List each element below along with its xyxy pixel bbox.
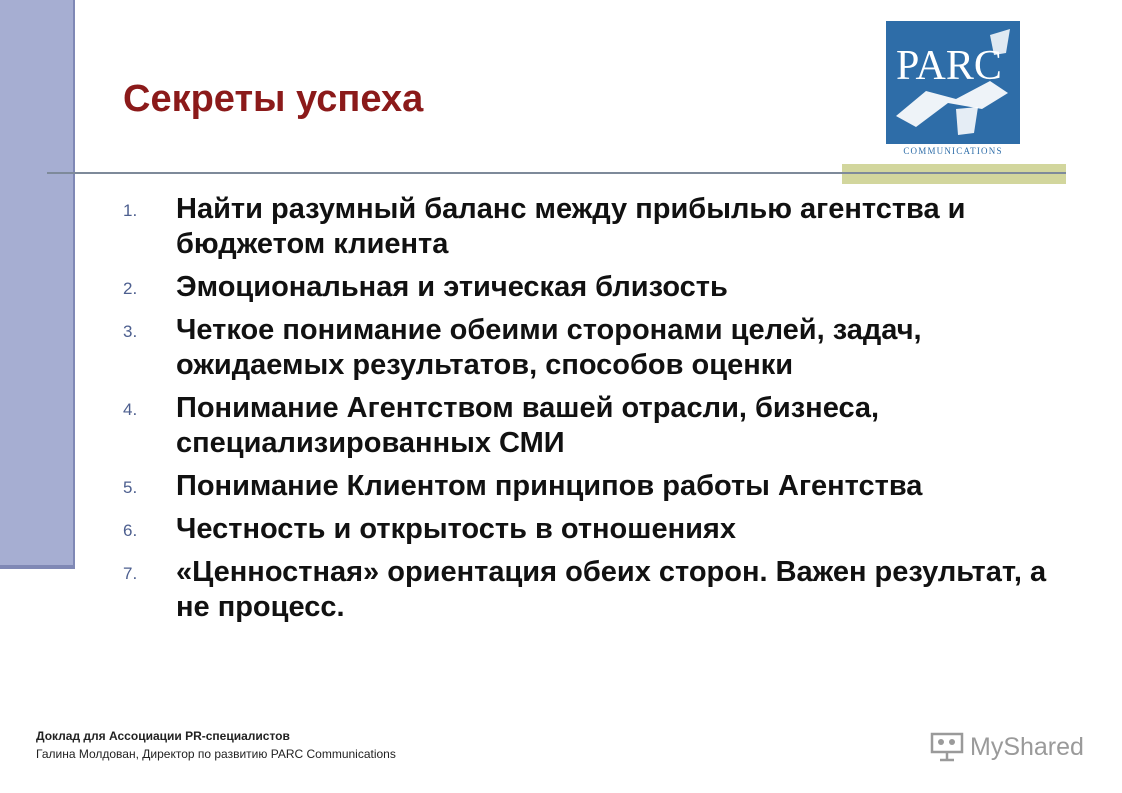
logo-wordmark: PARC xyxy=(896,43,1002,89)
myshared-watermark[interactable] xyxy=(930,732,1084,762)
item-text: Понимание Агентством вашей отрасли, бизнеса, специализированных СМИ xyxy=(176,392,880,459)
slide-title: Секреты успеха xyxy=(123,78,424,120)
item-number: 5. xyxy=(123,478,138,497)
parc-logo xyxy=(886,21,1020,144)
list-item xyxy=(123,555,1053,625)
list-item xyxy=(123,391,1053,461)
item-number: 2. xyxy=(123,279,138,298)
list-item xyxy=(123,192,1053,262)
item-number: 3. xyxy=(123,322,138,341)
footer-line-1: Доклад для Ассоциации PR-специалистов xyxy=(36,729,290,743)
watermark-text: MyShared xyxy=(970,732,1084,761)
item-number: 1. xyxy=(123,201,138,220)
success-list xyxy=(123,192,1053,633)
item-text: Понимание Клиентом принципов работы Агентства xyxy=(176,470,923,502)
list-item xyxy=(123,512,1053,547)
item-number: 6. xyxy=(123,521,138,540)
item-number: 7. xyxy=(123,564,138,583)
item-text: Найти разумный баланс между прибылью агентства и бюджетом клиента xyxy=(176,193,966,260)
item-text: «Ценностная» ориентация обеих сторон. Важен результат, а не процесс. xyxy=(176,556,1047,623)
footer xyxy=(36,727,396,763)
list-item xyxy=(123,270,1053,305)
logo-caption: COMMUNICATIONS xyxy=(903,146,1003,156)
list-item xyxy=(123,469,1053,504)
list-item xyxy=(123,313,1053,383)
item-text: Четкое понимание обеими сторонами целей, задач, ожидаемых результатов, способов оценки xyxy=(176,314,922,381)
presentation-board-icon xyxy=(930,732,964,762)
left-accent-bar xyxy=(0,0,75,569)
footer-line-2: Галина Молдован, Директор по развитию PARC Communications xyxy=(36,747,396,761)
item-text: Эмоциональная и этическая близость xyxy=(176,271,728,303)
title-divider xyxy=(47,172,1066,174)
item-number: 4. xyxy=(123,400,138,419)
item-text: Честность и открытость в отношениях xyxy=(176,513,736,545)
olive-accent-band xyxy=(842,164,1066,184)
